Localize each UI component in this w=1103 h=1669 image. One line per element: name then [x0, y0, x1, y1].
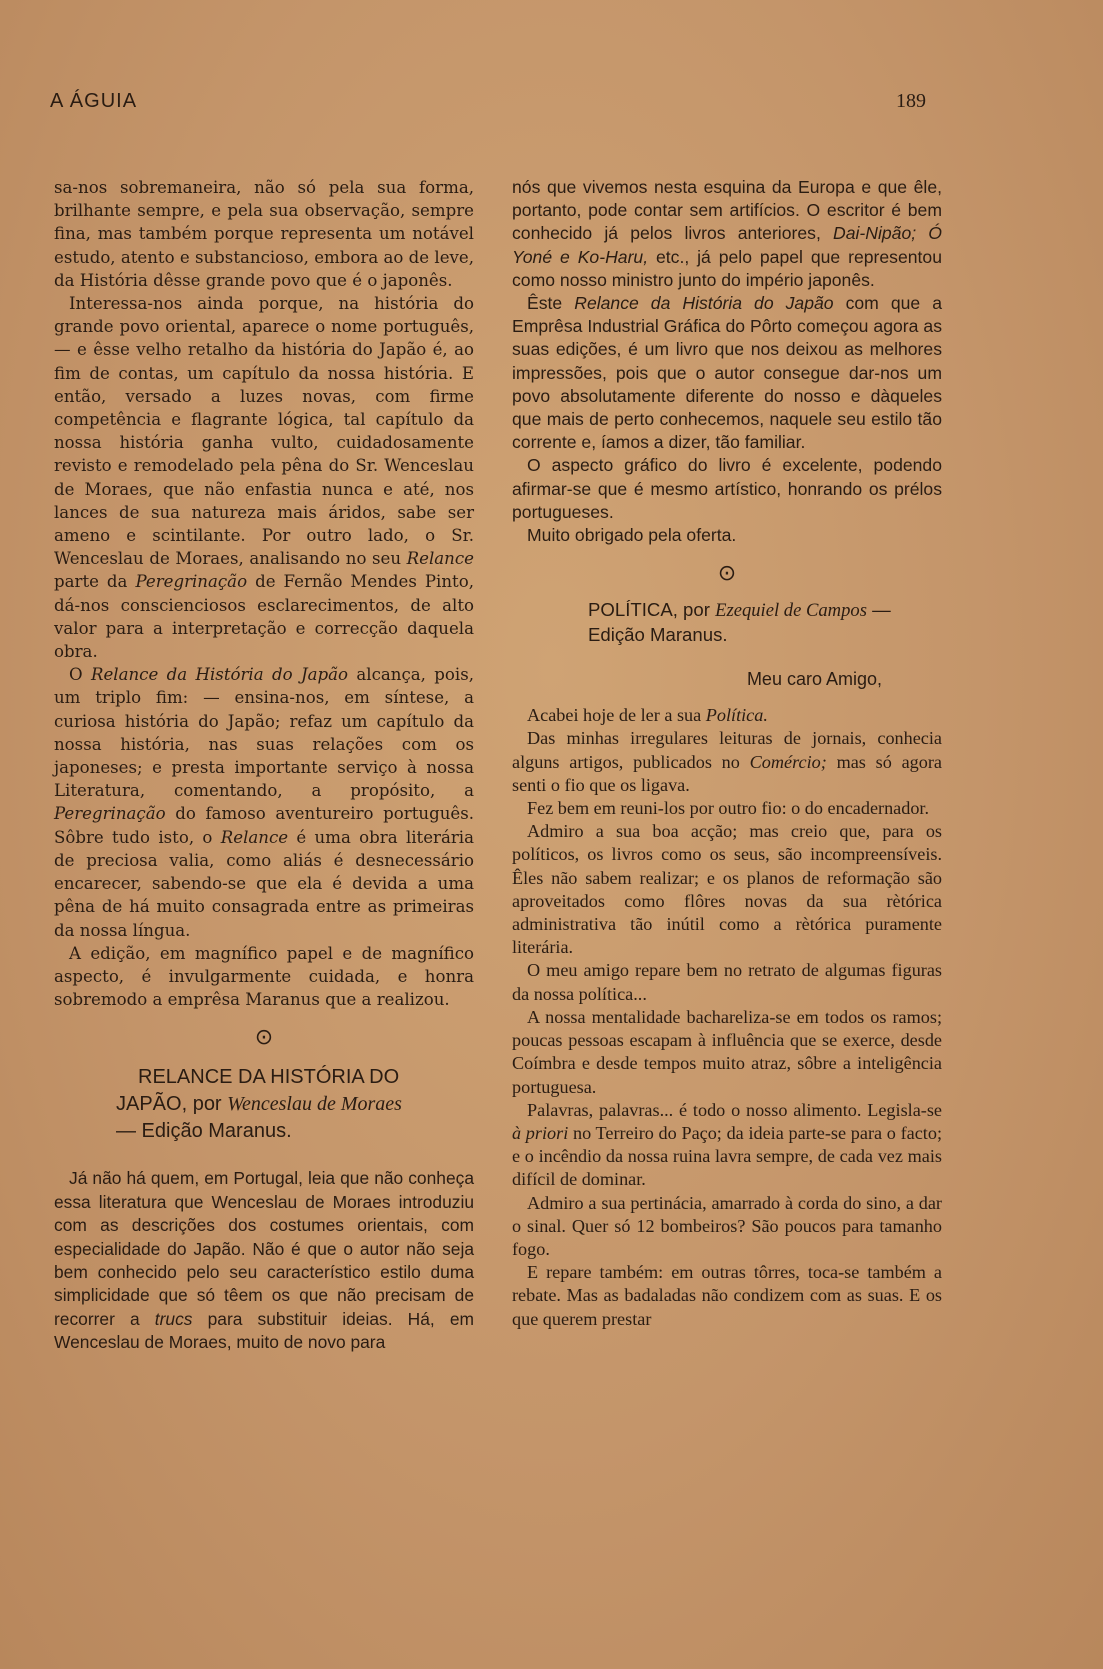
text: Muito obrigado pela oferta. — [527, 525, 737, 546]
text: O aspecto gráfico do livro é excelente, podendo afirmar-se que é mesmo artístico, honrando os prélos portugueses. — [512, 455, 942, 522]
text: Acabei hoje de ler a sua — [527, 705, 706, 726]
review-heading — [54, 1064, 474, 1145]
text: Admiro a sua pertinácia, amarrado à corda do sino, a dar o sinal. Quer só 12 bombeiros? São poucos para tamanho fogo. — [512, 1192, 942, 1259]
paragraph — [512, 1192, 942, 1262]
text: etc., já pelo papel que representou como nosso ministro junto do império japonês. — [512, 246, 942, 290]
paragraph — [512, 797, 942, 820]
text: parte da — [54, 572, 136, 592]
paragraph — [512, 704, 942, 727]
text: A edição, em magnífico papel e de magnífico aspecto, é invulgarmente cuidada, e honra sobremodo a emprêsa Maranus que a realizou. — [54, 943, 474, 1010]
right-column — [512, 176, 942, 1331]
italic-text: Relance da História do Japão — [574, 293, 834, 314]
italic-text: Relance da História do Japão — [90, 665, 349, 685]
text: mas só agora senti o fio que os ligava. — [512, 751, 942, 795]
paragraph — [512, 454, 942, 524]
heading-line — [512, 598, 942, 647]
review-heading — [512, 598, 942, 647]
paragraph — [54, 292, 474, 663]
italic-text: Peregrinação — [135, 572, 248, 592]
text: POLÍTICA, por — [588, 599, 716, 621]
text: nós que vivemos nesta esquina da Europa e que êle, portanto, pode contar sem artifícios. O escritor é bem conhecido já pelos livros anteriores, — [512, 177, 942, 244]
page-header — [0, 90, 1103, 120]
ornament-icon: ⊙ — [254, 1025, 274, 1051]
paragraph — [512, 176, 942, 292]
italic-text: Comércio; — [749, 751, 827, 772]
paragraph — [54, 1167, 474, 1354]
italic-text: Dai-Nipão; Ó Yoné e Ko-Haru, — [512, 223, 942, 267]
paragraph — [512, 727, 942, 797]
author-name: Wenceslau de Moraes — [227, 1093, 402, 1116]
text: alcança, pois, um triplo fim: — ensina-nos, em síntese, a curiosa história do Japão; refaz um capítulo da nossa história, nas suas relações com os japoneses; e presta importante serviço à nossa Literatura, comentando, a propósito, a — [54, 665, 474, 801]
text: é uma obra literária de preciosa valia, como aliás é desnecessário encarecer, sabendo-se que ela é devida a uma pêna de há muito consagrada entre as primeiras da nossa língua. — [54, 827, 475, 940]
text: E repare também: em outras tôrres, toca-se também a rebate. Mas as badaladas não condizem com as suas. E os que querem prestar — [512, 1262, 942, 1329]
text: Fez bem em reuni-los por outro fio: o do encadernador. — [527, 798, 930, 819]
italic-text: Relance — [406, 549, 474, 569]
text: para substituir ideias. Há, em Wenceslau de Moraes, muito de novo para — [54, 1308, 474, 1353]
text: Já não há quem, em Portugal, leia que não conheça essa literatura que Wenceslau de Moraes introduziu com as descrições dos costumes orientais, com especialidade do Japão. Não é que o autor não seja bem conhecido pelo seu característico estilo duma simplicidade que só têem os que não precisam de recorrer a — [54, 1168, 474, 1329]
text: de Fernão Mendes Pinto, dá-nos conscienciosos esclarecimentos, de alto valor para a interpretação e correcção daquela obra. — [54, 572, 474, 662]
ornament-icon: ⊙ — [717, 561, 737, 587]
paragraph — [54, 176, 474, 292]
page-number: 189 — [896, 90, 926, 112]
paragraph — [512, 820, 942, 959]
paragraph — [54, 942, 474, 1012]
text: Admiro a sua boa acção; mas creio que, para os políticos, os livros como os seus, são incompreensíveis. Êles não sabem realizar; e os planos de reformação são aproveitados como flôres novas da sua rètórica administrativa tão inútil como a rètórica puramente literária. — [512, 821, 942, 958]
paragraph — [54, 663, 474, 941]
text: A nossa mentalidade bachareliza-se em todos os ramos; poucas pessoas escapam à influência que se exerce, desde Coímbra e desde tempos muito atraz, sôbre a inteligência portuguesa. — [512, 1006, 942, 1097]
text: sa-nos sobremaneira, não só pela sua forma, brilhante sempre, e pela sua observação, sempre fina, mas também porque representa um notável estudo, atento e substancioso, embora ao de leve, da História dêsse grande povo que é o japonês. — [54, 178, 474, 290]
italic-text: trucs — [154, 1308, 193, 1329]
text: Interessa-nos ainda porque, na história do grande povo oriental, aparece o nome português, — e êsse velho retalho da história do Japão é, ao fim de contas, um capítulo da nossa história. E então, versado a luzes novas, com firme competência e flagrante lógica, tal capítulo da nossa história ganha vulto, cuidadosamente revisto e remodelado pela pêna do Sr. Wenceslau de Moraes, que não enfastia nunca e até, nos lances de sua natureza mais áridos, sabe ser ameno e scintilante. Por outro lado, o Sr. Wenceslau de Moraes, analisando no seu — [54, 294, 474, 569]
heading-line: RELANCE DA HISTÓRIA DO — [138, 1066, 400, 1089]
heading-line: — Edição Maranus. — [116, 1120, 292, 1143]
paragraph — [512, 292, 942, 454]
text: O — [69, 665, 91, 685]
text: no Terreiro do Paço; da ideia parte-se para o facto; e o incêndio da nossa ruina lavra sempre, de cada vez mais difícil de dominar. — [512, 1122, 942, 1190]
text: com que a Emprêsa Industrial Gráfica do Pôrto começou agora as suas edições, é um livro que nos deixou as melhores impressões, pois que o autor consegue dar-nos um povo absolutamente diferente do nosso e dàqueles que mais de perto conhecemos, naquele seu estilo tão corrente e, íamos a dizer, tão familiar. — [512, 293, 943, 453]
paragraph — [512, 1006, 942, 1099]
paragraph — [512, 524, 942, 547]
italic-text: Política. — [705, 705, 768, 726]
text: Palavras, palavras... é todo o nosso alimento. Legisla-se — [527, 1099, 942, 1120]
text: do famoso aventureiro português. Sôbre tudo isto, o — [54, 804, 474, 847]
paragraph — [512, 1099, 942, 1192]
text: Êste — [527, 293, 575, 314]
salutation: Meu caro Amigo, — [746, 669, 882, 690]
italic-text: à priori — [512, 1122, 569, 1143]
text: — Edição Maranus. — [588, 599, 891, 646]
text: Das minhas irregulares leituras de jornais, conhecia alguns artigos, publicados no — [512, 728, 942, 772]
text: O meu amigo repare bem no retrato de algumas figuras da nossa política... — [512, 960, 942, 1004]
paragraph — [512, 959, 942, 1005]
text: JAPÃO, por — [116, 1093, 228, 1116]
italic-text: Relance — [220, 827, 289, 847]
heading-line — [54, 1091, 474, 1118]
left-column — [54, 176, 474, 1355]
journal-title: A ÁGUIA — [50, 90, 138, 112]
italic-text: Peregrinação — [54, 804, 166, 824]
paragraph — [512, 1261, 942, 1331]
author-name: Ezequiel de Campos — [715, 600, 867, 622]
